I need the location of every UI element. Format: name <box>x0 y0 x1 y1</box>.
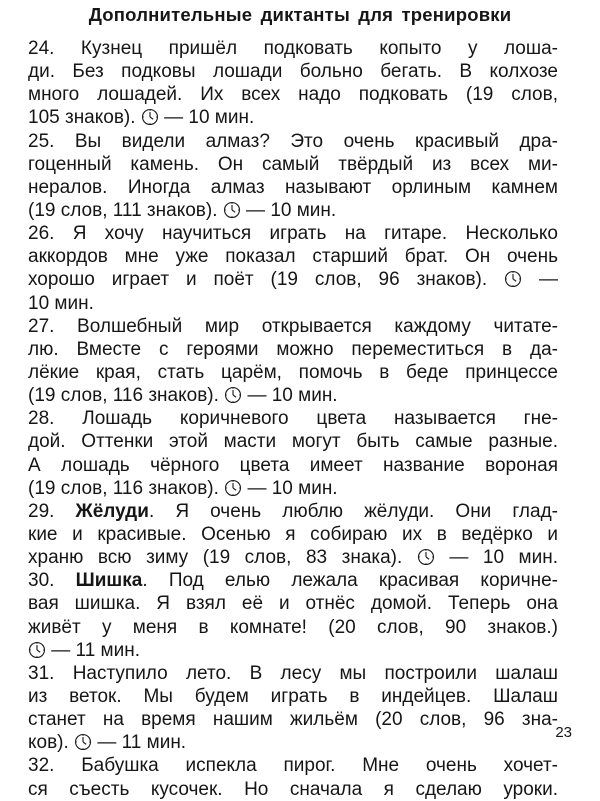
text-segment: ди. Без подковы лошади больно бегать. В колхозе <box>28 61 558 83</box>
text-line <box>28 292 558 315</box>
text-segment: — <box>522 269 558 291</box>
text-segment: — 10 мин. <box>158 107 255 129</box>
text-line <box>28 106 558 129</box>
text-segment: (19 слов, 111 знаков). <box>28 199 223 221</box>
text-segment: храню всю зиму (19 слов, 83 знака). <box>28 547 417 569</box>
text-line <box>28 222 558 245</box>
text-line <box>28 569 558 592</box>
text-line <box>28 430 558 453</box>
text-line <box>28 546 558 569</box>
text-segment: ся съесть кусочек. Но сначала я сделаю уроки. <box>28 778 558 800</box>
text-segment: кие и красивые. Осенью я собираю их в ведёрко и <box>28 523 558 545</box>
text-line <box>28 477 558 500</box>
text-line <box>28 268 558 291</box>
text-segment: станет на время нашим жильём (20 слов, 96 зна- <box>28 709 558 731</box>
text-line <box>28 731 558 754</box>
text-line <box>28 662 558 685</box>
text-segment: хорошо играет и поёт (19 слов, 96 знаков). <box>28 269 505 291</box>
text-segment: — 10 мин. <box>242 385 338 407</box>
text-line <box>28 708 558 731</box>
text-segment: — 10 мин. <box>240 199 337 221</box>
text-line <box>28 384 558 407</box>
clock-icon <box>224 386 242 404</box>
text-line <box>28 754 558 777</box>
text-segment: 29. <box>28 500 76 522</box>
text-segment: — 10 мин. <box>434 547 558 569</box>
text-segment: 27. Волшебный мир открывается каждому читате- <box>28 315 558 337</box>
clock-icon <box>224 479 242 497</box>
dictation-title: Жёлуди <box>75 500 149 522</box>
text-segment: аккордов мне уже показал старший брат. Он очень <box>28 246 558 268</box>
clock-icon <box>74 733 92 751</box>
text-line <box>28 407 558 430</box>
text-line <box>28 500 558 523</box>
text-segment: 105 знаков). <box>28 107 141 129</box>
text-segment: живёт у меня в комнате! (20 слов, 90 знаков.) <box>28 616 558 638</box>
text-segment: — 10 мин. <box>242 477 338 499</box>
page-title: Дополнительные диктанты для тренировки <box>88 4 512 25</box>
text-segment: лёкие края, стать царём, помочь в беде принцессе <box>28 361 558 383</box>
text-line <box>28 153 558 176</box>
text-segment: 24. Кузнец пришёл подковать копыто у лоша- <box>28 38 558 59</box>
text-segment: дой. Оттенки этой масти могут быть самые разные. <box>28 431 558 453</box>
dictation-title: Шишка <box>75 570 143 592</box>
text-line <box>28 315 558 338</box>
clock-icon <box>504 270 522 288</box>
text-segment: гоценный камень. Он самый твёрдый из всех ми- <box>28 153 558 175</box>
text-line <box>28 60 558 83</box>
text-segment: А лошадь чёрного цвета имеет название вороная <box>28 454 558 476</box>
text-line <box>28 685 558 708</box>
clock-icon <box>141 108 159 126</box>
text-segment: нералов. Иногда алмаз называют орлиным камнем <box>28 176 558 198</box>
clock-icon <box>417 548 435 566</box>
text-segment: из веток. Мы будем играть в индейцев. Шалаш <box>28 685 558 707</box>
text-segment: 32. Бабушка испекла пирог. Мне очень хочет- <box>28 755 558 777</box>
text-segment: — 11 мин. <box>92 732 187 754</box>
text-segment: 28. Лошадь коричневого цвета называется гне- <box>28 408 558 430</box>
text-line <box>28 361 558 384</box>
text-segment: 26. Я хочу научиться играть на гитаре. Несколько <box>28 223 558 245</box>
text-line <box>28 639 558 662</box>
text-line <box>28 592 558 615</box>
clock-icon <box>28 641 46 659</box>
dictation-list <box>28 37 558 801</box>
text-segment: — 11 мин. <box>46 639 141 661</box>
page-number: 23 <box>555 724 572 741</box>
text-line <box>28 523 558 546</box>
text-line <box>28 199 558 222</box>
text-segment: лю. Вместе с героями можно переместиться в да- <box>28 338 558 360</box>
text-line <box>28 37 558 60</box>
text-segment: 31. Наступило лето. В лесу мы построили шалаш <box>28 662 558 684</box>
text-segment: ков). <box>28 732 75 754</box>
text-line <box>28 616 558 639</box>
text-line <box>28 83 558 106</box>
clock-icon <box>223 201 241 219</box>
text-segment: . Под елью лежала красивая коричне- <box>142 570 558 592</box>
text-segment: вая шишка. Я взял её и отнёс домой. Теперь она <box>28 593 558 615</box>
text-line <box>28 338 558 361</box>
text-segment: (19 слов, 116 знаков). <box>28 385 225 407</box>
text-line <box>28 245 558 268</box>
text-segment: много лошадей. Их всех надо подковать (19 слов, <box>28 84 558 106</box>
text-segment: 30. <box>28 570 76 592</box>
text-line <box>28 454 558 477</box>
text-line <box>28 176 558 199</box>
text-segment: (19 слов, 116 знаков). <box>28 477 225 499</box>
text-segment: 10 мин. <box>28 292 94 314</box>
text-line <box>28 130 558 153</box>
text-segment: . Я очень люблю жёлуди. Они глад- <box>148 500 558 522</box>
text-segment: 25. Вы видели алмаз? Это очень красивый дра- <box>28 130 558 152</box>
text-line <box>28 778 558 801</box>
